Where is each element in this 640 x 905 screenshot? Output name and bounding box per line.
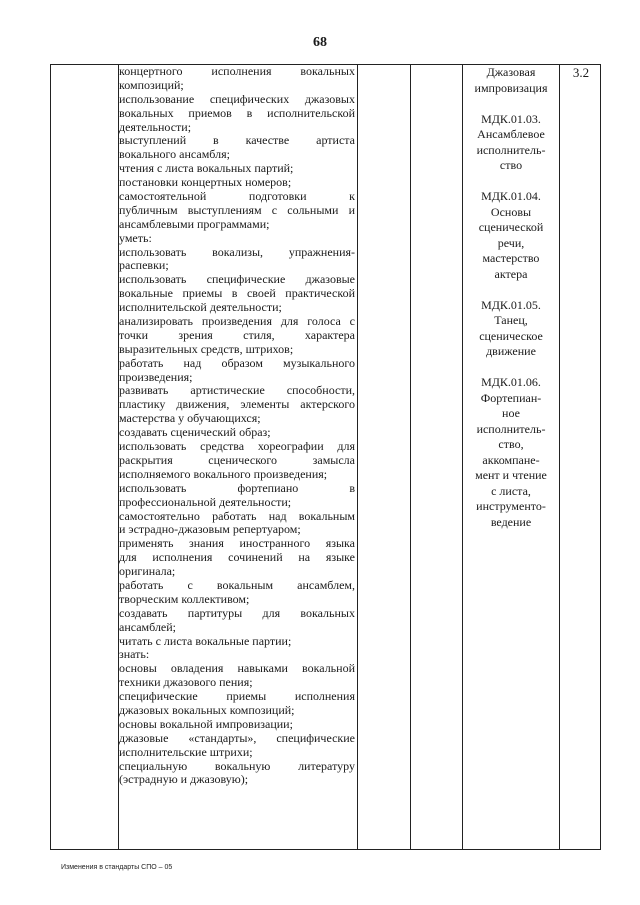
content-line: профессиональной деятельности; xyxy=(119,494,292,509)
code-line: с листа, xyxy=(491,483,531,498)
content-line: (эстрадную и джазовую); xyxy=(119,772,249,787)
content-line: джазовых вокальных композиций; xyxy=(119,702,295,717)
content-line: исполнительской деятельности; xyxy=(119,300,282,315)
content-line: работать с вокальным ансамблем, xyxy=(119,577,355,592)
code-line: ство xyxy=(499,158,523,172)
page-number: 68 xyxy=(313,35,327,50)
content-line: оригинала; xyxy=(119,564,176,579)
content-line: постановки концертных номеров; xyxy=(119,175,292,190)
content-line: ансамблей; xyxy=(119,619,177,634)
content-line: специальную вокальную литературу xyxy=(119,758,355,773)
content-line: анализировать произведения для голоса с xyxy=(119,314,355,329)
content-line: использовать фортепиано в xyxy=(119,480,355,495)
code-line: Фортепиан- xyxy=(480,390,542,405)
competence-number: 3.2 xyxy=(572,65,590,80)
code-line: Основы xyxy=(490,204,532,219)
content-line: раскрытия сценического замысла xyxy=(119,452,355,467)
content-line: специфические приемы исполнения xyxy=(119,689,355,704)
content-line: выступлений в качестве артиста xyxy=(119,133,355,148)
content-line: выразительных средств, штрихов; xyxy=(119,341,294,356)
content-line: использовать специфические джазовые xyxy=(119,272,355,287)
column-divider xyxy=(357,65,358,849)
content-line: для исполнения сочинений на языке xyxy=(119,550,355,565)
code-line: актера xyxy=(494,266,528,281)
code-line: импровизация xyxy=(474,80,548,95)
content-line: техники джазового пения; xyxy=(119,675,253,690)
content-line: композиций; xyxy=(119,77,184,92)
content-line: использование специфических джазовых xyxy=(119,91,355,106)
standards-table xyxy=(50,64,601,850)
skills-knowledge-column xyxy=(119,65,355,787)
code-line: инструменто- xyxy=(476,499,546,513)
code-line: сценическое xyxy=(479,328,543,343)
code-line: ство, xyxy=(498,437,524,451)
content-line: вокальные приемы в своей практической xyxy=(119,286,355,301)
content-line: мастерства у обучающихся; xyxy=(119,411,261,426)
content-line: читать с листа вокальные партии; xyxy=(119,633,292,648)
column-divider xyxy=(559,65,560,849)
content-line: работать над образом музыкального xyxy=(119,355,355,370)
spacer xyxy=(463,360,559,376)
code-line: сценической xyxy=(478,220,544,234)
code-line: мастерство xyxy=(482,251,540,265)
content-line: самостоятельной подготовки к xyxy=(119,189,355,204)
code-line: Джазовая xyxy=(486,65,536,79)
content-line: пластику движения, элементы актерского xyxy=(119,397,355,412)
code-line: аккомпане- xyxy=(482,452,540,467)
spacer xyxy=(463,174,559,190)
code-line: МДК.01.04. xyxy=(481,189,541,203)
content-line: произведения; xyxy=(119,369,193,384)
code-line: МДК.01.06. xyxy=(481,375,541,389)
content-line: создавать сценический образ; xyxy=(119,425,271,440)
content-line: уметь: xyxy=(119,230,152,245)
content-line: вокального ансамбля; xyxy=(119,147,230,162)
code-line: Танец, xyxy=(494,313,528,327)
content-line: точки зрения стиля, характера xyxy=(119,327,355,342)
column-divider xyxy=(410,65,411,849)
content-line: использовать вокализы, упражнения- xyxy=(119,244,355,259)
content-line: и эстрадно-джазовым репертуаром; xyxy=(119,522,301,537)
content-line: ансамблевыми программами; xyxy=(119,216,270,231)
code-line: МДК.01.03. xyxy=(481,111,541,126)
content-line: самостоятельно работать над вокальным xyxy=(119,508,355,523)
content-line: публичным выступлениям с сольными и xyxy=(119,202,355,217)
content-line: творческим коллективом; xyxy=(119,591,250,606)
content-line: джазовые «стандарты», специфические xyxy=(119,730,355,745)
page-footer: Изменения в стандарты СПО – 05 xyxy=(61,864,173,871)
content-line: использовать средства хореографии для xyxy=(119,439,355,454)
content-line: основы овладения навыками вокальной xyxy=(119,661,355,676)
code-line: Ансамблевое xyxy=(477,127,545,141)
discipline-codes-column xyxy=(463,65,559,530)
code-line: исполнитель- xyxy=(476,421,546,436)
content-line: исполнительские штрихи; xyxy=(119,744,253,759)
content-line: основы вокальной импровизации; xyxy=(119,716,293,731)
code-line: речи, xyxy=(497,235,525,250)
code-line: МДК.01.05. xyxy=(481,297,541,312)
code-line: ведение xyxy=(490,514,532,529)
spacer xyxy=(463,96,559,112)
content-line: распевки; xyxy=(119,258,169,273)
content-line: развивать артистические способности, xyxy=(119,383,355,398)
code-line: ное xyxy=(502,406,520,420)
code-line: исполнитель- xyxy=(476,142,546,157)
content-line: деятельности; xyxy=(119,119,192,134)
code-line: мент и чтение xyxy=(475,468,547,482)
content-line: знать: xyxy=(119,647,150,662)
spacer xyxy=(463,282,559,298)
content-line: применять знания иностранного языка xyxy=(119,536,355,551)
content-line: чтения с листа вокальных партий; xyxy=(119,161,294,176)
content-line: создавать партитуры для вокальных xyxy=(119,605,355,620)
content-line: концертного исполнения вокальных xyxy=(119,64,355,78)
content-line: исполняемого вокального произведения; xyxy=(119,466,328,481)
content-line: вокальных приемов в исполнительской xyxy=(119,105,355,120)
code-line: движение xyxy=(486,344,536,358)
